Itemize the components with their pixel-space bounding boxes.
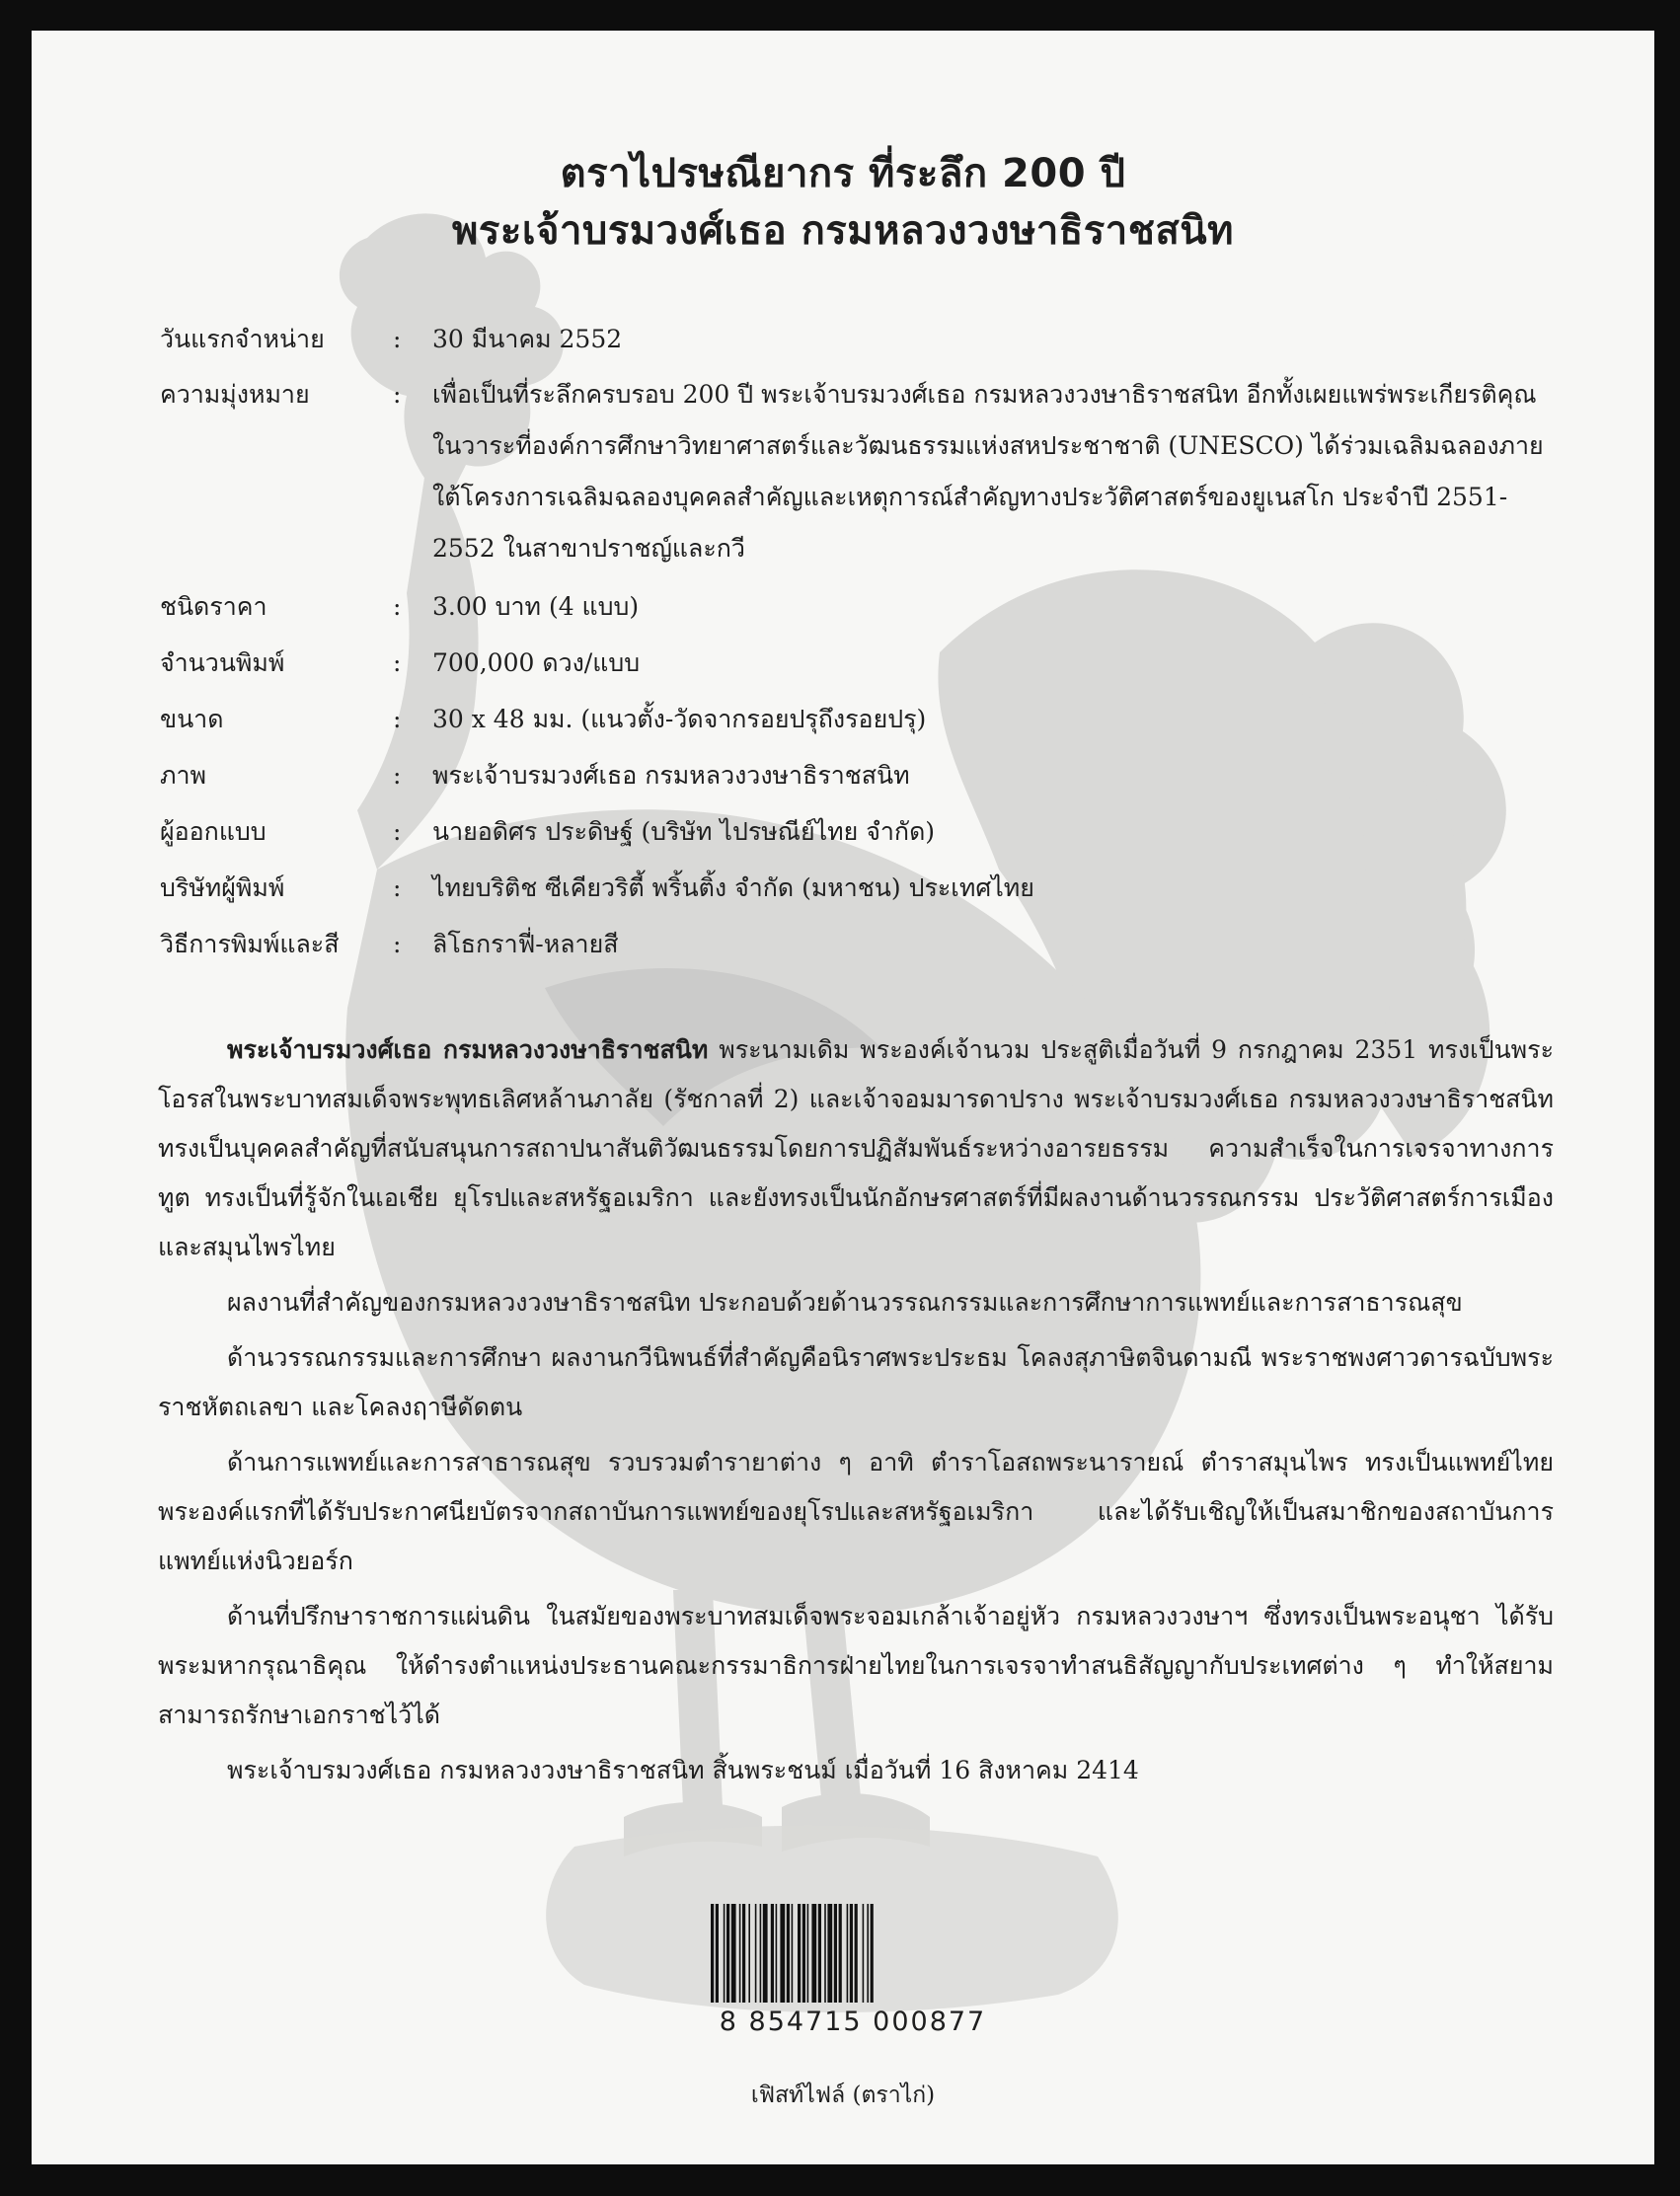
barcode-bar bbox=[763, 1904, 768, 2003]
barcode-bar bbox=[739, 1904, 741, 2003]
detail-row-purpose bbox=[160, 367, 1562, 578]
detail-separator: : bbox=[393, 325, 402, 353]
barcode-bar bbox=[792, 1904, 794, 2003]
barcode-bar bbox=[867, 1904, 869, 2003]
barcode bbox=[705, 1904, 1021, 2037]
detail-row-denomination bbox=[160, 578, 1562, 635]
detail-label: ขนาด bbox=[160, 705, 224, 733]
paragraph-intro-bold: พระเจ้าบรมวงศ์เธอ กรมหลวงวงษาธิราชสนิท bbox=[227, 1035, 709, 1064]
barcode-bar bbox=[748, 1904, 750, 2003]
barcode-bar bbox=[824, 1904, 826, 2003]
detail-row-quantity bbox=[160, 635, 1562, 691]
detail-label: วิธีการพิมพ์และสี bbox=[160, 930, 340, 958]
barcode-bar bbox=[839, 1904, 842, 2003]
detail-separator: : bbox=[393, 648, 402, 677]
detail-label: ชนิดราคา bbox=[160, 592, 267, 621]
barcode-bar bbox=[802, 1904, 805, 2003]
barcode-bar bbox=[724, 1904, 725, 2003]
detail-label: วันแรกจำหน่าย bbox=[160, 325, 325, 353]
detail-separator: : bbox=[393, 930, 402, 958]
barcode-bar bbox=[776, 1904, 778, 2003]
biography-text bbox=[158, 1025, 1554, 1801]
detail-label: ภาพ bbox=[160, 761, 206, 790]
barcode-bar bbox=[811, 1904, 816, 2003]
document-page bbox=[32, 31, 1654, 2164]
barcode-bar bbox=[711, 1904, 714, 2003]
barcode-bar bbox=[787, 1904, 790, 2003]
detail-value: 30 มีนาคม 2552 bbox=[432, 325, 623, 353]
detail-value: เพื่อเป็นที่ระลึกครบรอบ 200 ปี พระเจ้าบรมวงศ์เธอ กรมหลวงวงษาธิราชสนิท อีกทั้งเผยแพร่พระเกียรติคุณในวาระที่องค์การศึกษาวิทยาศาสตร์และวัฒนธรรมแห่งสหประชาชาติ (UNESCO) ได้ร่วมเฉลิมฉลองภายใต้โครงการเฉลิมฉลองบุคคลสำคัญและเหตุการณ์สำคัญทางประวัติศาสตร์ของยูเนสโก ประจำปี 2551-2552 ในสาขาปราชญ์และกวี bbox=[432, 380, 1544, 563]
detail-row-size bbox=[160, 691, 1562, 747]
detail-label: จำนวนพิมพ์ bbox=[160, 648, 285, 677]
barcode-bar bbox=[834, 1904, 837, 2003]
paragraph-death: พระเจ้าบรมวงศ์เธอ กรมหลวงวงษาธิราชสนิท สิ้นพระชนม์ เมื่อวันที่ 16 สิงหาคม 2414 bbox=[227, 1756, 1139, 1784]
detail-label: ความมุ่งหมาย bbox=[160, 380, 310, 409]
barcode-bar bbox=[771, 1904, 774, 2003]
barcode-bar bbox=[755, 1904, 757, 2003]
detail-value: ลิโธกราฟี่-หลายสี bbox=[432, 930, 619, 958]
detail-value: ไทยบริติช ซีเคียวริตี้ พริ้นติ้ง จำกัด (มหาชน) ประเทศไทย bbox=[432, 873, 1034, 902]
paragraph-works: ผลงานที่สำคัญของกรมหลวงวงษาธิราชสนิท ประกอบด้วยด้านวรรณกรรมและการศึกษาการแพทย์และการสาธารณสุข bbox=[227, 1288, 1463, 1317]
caption: เฟิสท์ไฟล์ (ตราไก่) bbox=[750, 2082, 936, 2108]
paragraph-medicine: ด้านการแพทย์และการสาธารณสุข รวบรวมตำรายาต่าง ๆ อาทิ ตำราโอสถพระนารายณ์ ตำราสมุนไพร ทรงเป็นแพทย์ไทยพระองค์แรกที่ได้รับประกาศนียบัตรจากสถาบันการแพทย์ของยุโรปและสหรัฐอเมริกา และได้รับเชิญให้เป็นสมาชิกของสถาบันการแพทย์แห่งนิวยอร์ก bbox=[158, 1448, 1554, 1575]
detail-row-print-method bbox=[160, 916, 1562, 972]
barcode-number: 8 854715 000877 bbox=[719, 2007, 987, 2037]
detail-value: 30 x 48 มม. (แนวตั้ง-วัดจากรอยปรุถึงรอยปรุ) bbox=[432, 705, 927, 733]
detail-row-designer bbox=[160, 803, 1562, 860]
detail-separator: : bbox=[393, 761, 402, 790]
detail-row-image bbox=[160, 747, 1562, 803]
paragraph-intro bbox=[158, 1025, 1554, 1272]
detail-separator: : bbox=[393, 380, 402, 409]
detail-separator: : bbox=[393, 592, 402, 621]
barcode-bar bbox=[847, 1904, 849, 2003]
paragraph-intro-rest: พระนามเดิม พระองค์เจ้านวม ประสูติเมื่อวันที่ 9 กรกฎาคม 2351 ทรงเป็นพระโอรสในพระบาทสมเด็จพระพุทธเลิศหล้านภาลัย (รัชกาลที่ 2) และเจ้าจอมมารดาปราง พระเจ้าบรมวงศ์เธอ กรมหลวงวงษาธิราชสนิททรงเป็นบุคคลสำคัญที่สนับสนุนการสถาปนาสันติวัฒนธรรมโดยการปฏิสัมพันธ์ระหว่างอารยธรรม ความสำเร็จในการเจรจาทางการทูต ทรงเป็นที่รู้จักในเอเชีย ยุโรปและสหรัฐอเมริกา และยังทรงเป็นนักอักษรศาสตร์ที่มีผลงานด้านวรรณกรรม ประวัติศาสตร์การเมือง และสมุนไพรไทย bbox=[158, 1035, 1554, 1261]
detail-separator: : bbox=[393, 873, 402, 902]
barcode-bar bbox=[863, 1904, 865, 2003]
barcode-bar bbox=[807, 1904, 809, 2003]
page-title-line-2: พระเจ้าบรมวงศ์เธอ กรมหลวงวงษาธิราชสนิท bbox=[452, 208, 1234, 254]
barcode-bar bbox=[798, 1904, 801, 2003]
detail-value: นายอดิศร ประดิษฐ์ (บริษัท ไปรษณีย์ไทย จำกัด) bbox=[432, 817, 936, 846]
detail-row-printer bbox=[160, 860, 1562, 916]
barcode-bar bbox=[780, 1904, 785, 2003]
barcode-bar bbox=[742, 1904, 745, 2003]
detail-separator: : bbox=[393, 817, 402, 846]
barcode-bar bbox=[726, 1904, 729, 2003]
barcode-bar bbox=[827, 1904, 832, 2003]
barcode-bar bbox=[731, 1904, 736, 2003]
barcode-bar bbox=[871, 1904, 874, 2003]
detail-value: 3.00 บาท (4 แบบ) bbox=[432, 592, 640, 621]
barcode-bar bbox=[818, 1904, 821, 2003]
barcode-bar bbox=[855, 1904, 858, 2003]
paragraph-state-affairs: ด้านที่ปรึกษาราชการแผ่นดิน ในสมัยของพระบาทสมเด็จพระจอมเกล้าเจ้าอยู่หัว กรมหลวงวงษาฯ ซึ่งทรงเป็นพระอนุชา ได้รับพระมหากรุณาธิคุณ ให้ดำรงตำแหน่งประธานคณะกรรมาธิการฝ่ายไทยในการเจรจาทำสนธิสัญญากับประเทศต่าง ๆ ทำให้สยามสามารถรักษาเอกราชไว้ได้ bbox=[158, 1602, 1554, 1729]
detail-row-issue-date bbox=[160, 311, 1562, 367]
stamp-details bbox=[160, 311, 1562, 972]
barcode-bar bbox=[760, 1904, 762, 2003]
page-title-line-1: ตราไปรษณียากร ที่ระลึก 200 ปี bbox=[560, 151, 1126, 196]
detail-separator: : bbox=[393, 705, 402, 733]
barcode-bars bbox=[705, 1904, 1001, 2003]
paragraph-literature: ด้านวรรณกรรมและการศึกษา ผลงานกวีนิพนธ์ที่สำคัญคือนิราศพระประธม โคลงสุภาษิตจินดามณี พระราชพงศาวดารฉบับพระราชหัตถเลขา และโคลงฤาษีดัดตน bbox=[158, 1343, 1554, 1421]
barcode-bar bbox=[716, 1904, 719, 2003]
detail-label: ผู้ออกแบบ bbox=[160, 817, 267, 846]
detail-value: 700,000 ดวง/แบบ bbox=[432, 648, 641, 677]
detail-value: พระเจ้าบรมวงศ์เธอ กรมหลวงวงษาธิราชสนิท bbox=[432, 761, 910, 790]
detail-label: บริษัทผู้พิมพ์ bbox=[160, 873, 285, 902]
barcode-bar bbox=[850, 1904, 853, 2003]
